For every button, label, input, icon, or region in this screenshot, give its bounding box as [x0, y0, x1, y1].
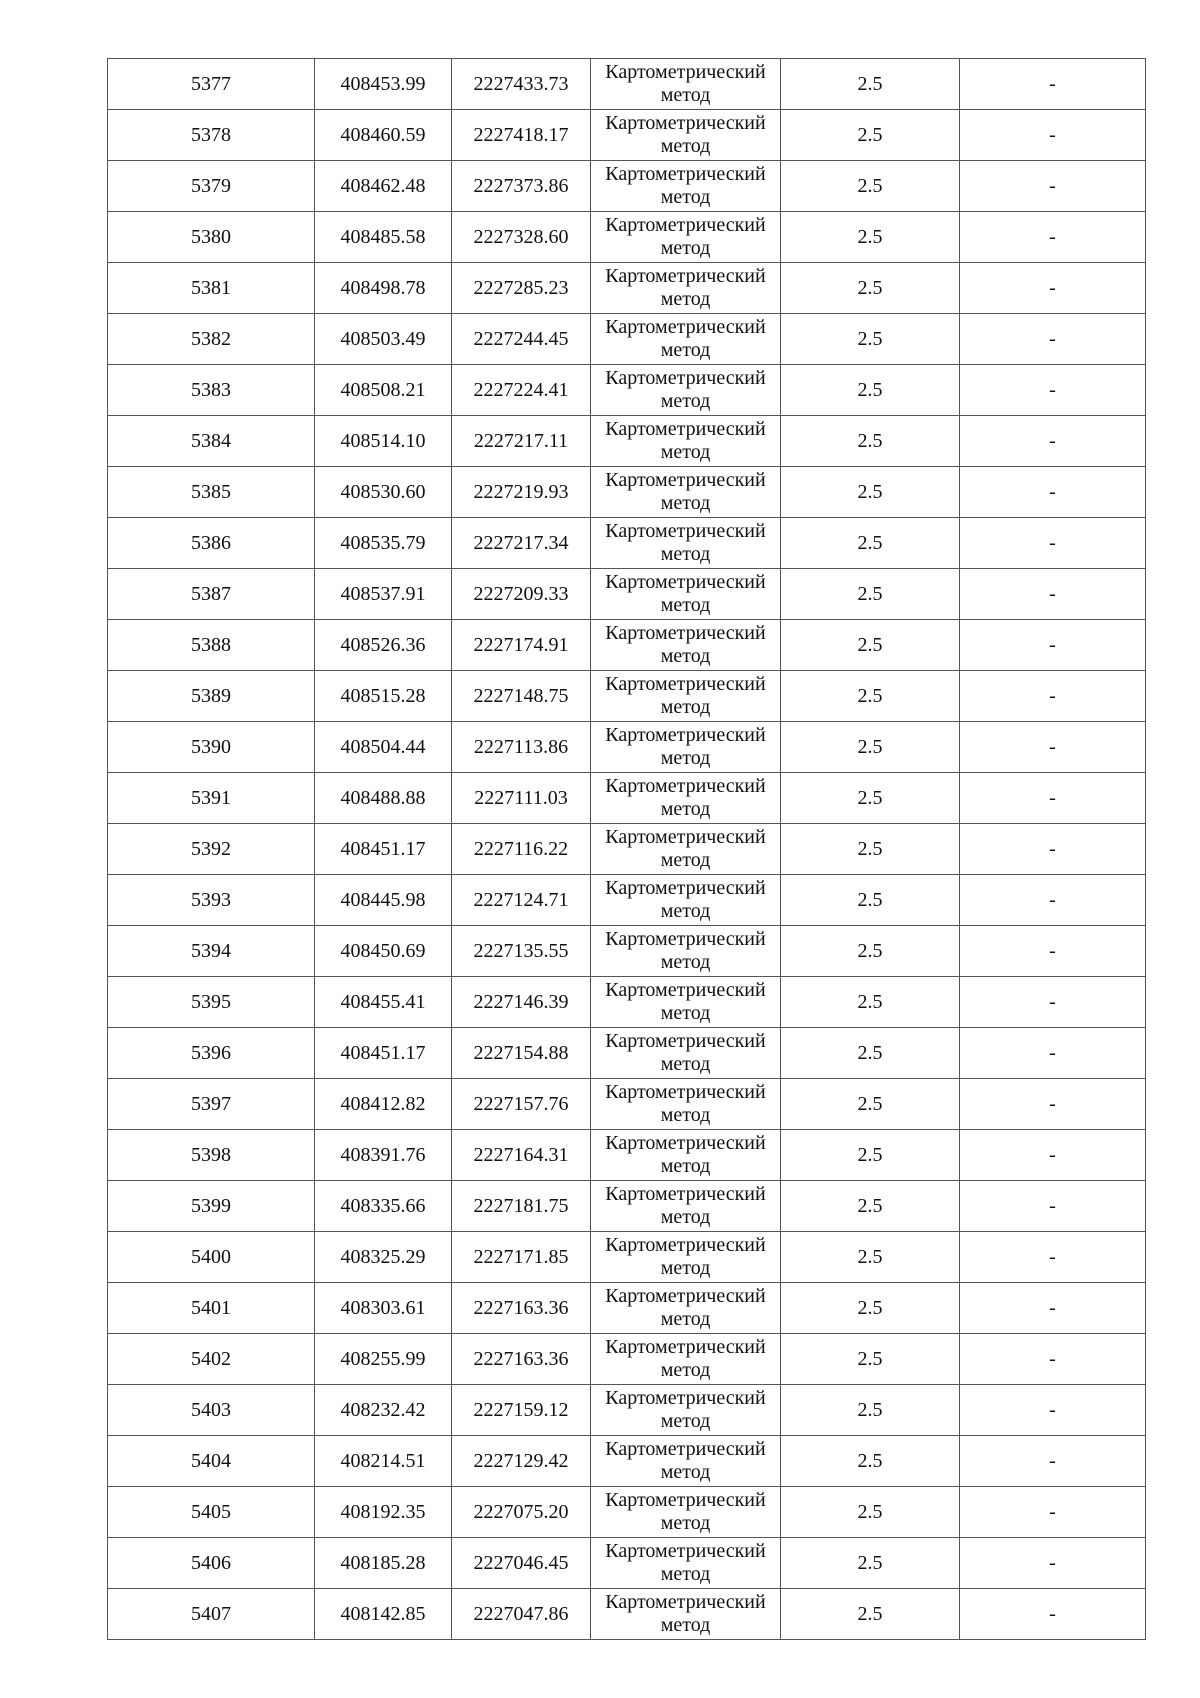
y-coordinate-cell: 2227047.86 [452, 1589, 591, 1640]
x-coordinate-cell: 408192.35 [315, 1487, 452, 1538]
y-coordinate-cell: 2227113.86 [452, 722, 591, 773]
accuracy-cell: 2.5 [781, 671, 960, 722]
method-line-1: Картометрический [605, 1591, 766, 1613]
accuracy-cell: 2.5 [781, 722, 960, 773]
note-cell: - [960, 569, 1146, 620]
method-cell [591, 1385, 781, 1436]
method-line-2: метод [660, 1614, 711, 1636]
method-cell [591, 569, 781, 620]
note-cell: - [960, 1487, 1146, 1538]
accuracy-cell: 2.5 [781, 1334, 960, 1385]
method-line-2: метод [660, 135, 711, 157]
accuracy-cell: 2.5 [781, 1079, 960, 1130]
point-number-cell: 5380 [108, 212, 315, 263]
table-row [108, 161, 1146, 212]
y-coordinate-cell: 2227124.71 [452, 875, 591, 926]
method-line-2: метод [660, 951, 711, 973]
point-number-cell: 5378 [108, 110, 315, 161]
table-row [108, 1232, 1146, 1283]
method-line-1: Картометрический [605, 1183, 766, 1205]
method-line-1: Картометрический [605, 1336, 766, 1358]
method-line-1: Картометрический [605, 877, 766, 899]
point-number-cell: 5389 [108, 671, 315, 722]
method-cell [591, 722, 781, 773]
accuracy-cell: 2.5 [781, 1283, 960, 1334]
table-row [108, 671, 1146, 722]
y-coordinate-cell: 2227164.31 [452, 1130, 591, 1181]
method-line-1: Картометрический [605, 826, 766, 848]
method-line-2: метод [660, 696, 711, 718]
method-cell [591, 1232, 781, 1283]
note-cell: - [960, 1385, 1146, 1436]
x-coordinate-cell: 408232.42 [315, 1385, 452, 1436]
x-coordinate-cell: 408412.82 [315, 1079, 452, 1130]
x-coordinate-cell: 408526.36 [315, 620, 452, 671]
x-coordinate-cell: 408498.78 [315, 263, 452, 314]
y-coordinate-cell: 2227075.20 [452, 1487, 591, 1538]
x-coordinate-cell: 408515.28 [315, 671, 452, 722]
y-coordinate-cell: 2227146.39 [452, 977, 591, 1028]
y-coordinate-cell: 2227174.91 [452, 620, 591, 671]
point-number-cell: 5395 [108, 977, 315, 1028]
x-coordinate-cell: 408391.76 [315, 1130, 452, 1181]
method-cell [591, 1334, 781, 1385]
method-line-1: Картометрический [605, 316, 766, 338]
note-cell: - [960, 110, 1146, 161]
method-cell [591, 365, 781, 416]
accuracy-cell: 2.5 [781, 263, 960, 314]
method-line-1: Картометрический [605, 163, 766, 185]
accuracy-cell: 2.5 [781, 416, 960, 467]
table-row [108, 926, 1146, 977]
table-row [108, 875, 1146, 926]
table-row [108, 773, 1146, 824]
note-cell: - [960, 671, 1146, 722]
method-line-2: метод [660, 1512, 711, 1534]
x-coordinate-cell: 408485.58 [315, 212, 452, 263]
method-line-1: Картометрический [605, 112, 766, 134]
accuracy-cell: 2.5 [781, 314, 960, 365]
point-number-cell: 5381 [108, 263, 315, 314]
method-line-2: метод [660, 798, 711, 820]
point-number-cell: 5390 [108, 722, 315, 773]
x-coordinate-cell: 408530.60 [315, 467, 452, 518]
note-cell: - [960, 1130, 1146, 1181]
x-coordinate-cell: 408453.99 [315, 59, 452, 110]
y-coordinate-cell: 2227433.73 [452, 59, 591, 110]
note-cell: - [960, 926, 1146, 977]
point-number-cell: 5406 [108, 1538, 315, 1589]
method-line-2: метод [660, 492, 711, 514]
note-cell: - [960, 365, 1146, 416]
method-line-2: метод [660, 339, 711, 361]
x-coordinate-cell: 408504.44 [315, 722, 452, 773]
y-coordinate-cell: 2227163.36 [452, 1334, 591, 1385]
x-coordinate-cell: 408488.88 [315, 773, 452, 824]
note-cell: - [960, 620, 1146, 671]
point-number-cell: 5377 [108, 59, 315, 110]
accuracy-cell: 2.5 [781, 569, 960, 620]
method-cell [591, 977, 781, 1028]
method-line-1: Картометрический [605, 1387, 766, 1409]
table-row [108, 314, 1146, 365]
point-number-cell: 5401 [108, 1283, 315, 1334]
note-cell: - [960, 59, 1146, 110]
point-number-cell: 5396 [108, 1028, 315, 1079]
y-coordinate-cell: 2227217.11 [452, 416, 591, 467]
y-coordinate-cell: 2227163.36 [452, 1283, 591, 1334]
point-number-cell: 5404 [108, 1436, 315, 1487]
point-number-cell: 5387 [108, 569, 315, 620]
method-cell [591, 59, 781, 110]
x-coordinate-cell: 408185.28 [315, 1538, 452, 1589]
point-number-cell: 5402 [108, 1334, 315, 1385]
note-cell: - [960, 773, 1146, 824]
method-line-1: Картометрический [605, 1132, 766, 1154]
point-number-cell: 5386 [108, 518, 315, 569]
method-line-1: Картометрический [605, 571, 766, 593]
table-row [108, 518, 1146, 569]
method-line-1: Картометрический [605, 61, 766, 83]
table-row [108, 1079, 1146, 1130]
table-row [108, 1487, 1146, 1538]
table-body [108, 59, 1146, 1640]
x-coordinate-cell: 408142.85 [315, 1589, 452, 1640]
accuracy-cell: 2.5 [781, 1130, 960, 1181]
note-cell: - [960, 1334, 1146, 1385]
method-cell [591, 161, 781, 212]
note-cell: - [960, 1181, 1146, 1232]
accuracy-cell: 2.5 [781, 518, 960, 569]
point-number-cell: 5400 [108, 1232, 315, 1283]
method-line-1: Картометрический [605, 1285, 766, 1307]
method-line-2: метод [660, 747, 711, 769]
y-coordinate-cell: 2227217.34 [452, 518, 591, 569]
method-cell [591, 1487, 781, 1538]
note-cell: - [960, 1028, 1146, 1079]
y-coordinate-cell: 2227148.75 [452, 671, 591, 722]
method-cell [591, 1436, 781, 1487]
method-line-2: метод [660, 594, 711, 616]
table-row [108, 416, 1146, 467]
point-number-cell: 5391 [108, 773, 315, 824]
x-coordinate-cell: 408451.17 [315, 1028, 452, 1079]
method-line-2: метод [660, 84, 711, 106]
method-cell [591, 773, 781, 824]
method-cell [591, 518, 781, 569]
x-coordinate-cell: 408514.10 [315, 416, 452, 467]
y-coordinate-cell: 2227129.42 [452, 1436, 591, 1487]
point-number-cell: 5393 [108, 875, 315, 926]
accuracy-cell: 2.5 [781, 977, 960, 1028]
method-line-1: Картометрический [605, 469, 766, 491]
accuracy-cell: 2.5 [781, 110, 960, 161]
note-cell: - [960, 314, 1146, 365]
method-cell [591, 212, 781, 263]
note-cell: - [960, 1589, 1146, 1640]
method-line-2: метод [660, 543, 711, 565]
accuracy-cell: 2.5 [781, 1487, 960, 1538]
x-coordinate-cell: 408214.51 [315, 1436, 452, 1487]
note-cell: - [960, 518, 1146, 569]
method-line-1: Картометрический [605, 1489, 766, 1511]
table-row [108, 977, 1146, 1028]
method-line-1: Картометрический [605, 622, 766, 644]
table-row [108, 365, 1146, 416]
table-row [108, 263, 1146, 314]
point-number-cell: 5399 [108, 1181, 315, 1232]
y-coordinate-cell: 2227328.60 [452, 212, 591, 263]
x-coordinate-cell: 408537.91 [315, 569, 452, 620]
point-number-cell: 5398 [108, 1130, 315, 1181]
accuracy-cell: 2.5 [781, 1589, 960, 1640]
note-cell: - [960, 1283, 1146, 1334]
point-number-cell: 5392 [108, 824, 315, 875]
accuracy-cell: 2.5 [781, 1232, 960, 1283]
y-coordinate-cell: 2227159.12 [452, 1385, 591, 1436]
accuracy-cell: 2.5 [781, 1181, 960, 1232]
accuracy-cell: 2.5 [781, 161, 960, 212]
accuracy-cell: 2.5 [781, 773, 960, 824]
method-cell [591, 620, 781, 671]
method-line-1: Картометрический [605, 673, 766, 695]
y-coordinate-cell: 2227046.45 [452, 1538, 591, 1589]
method-line-1: Картометрический [605, 418, 766, 440]
y-coordinate-cell: 2227116.22 [452, 824, 591, 875]
method-cell [591, 1028, 781, 1079]
method-line-2: метод [660, 1410, 711, 1432]
method-line-2: метод [660, 1002, 711, 1024]
x-coordinate-cell: 408445.98 [315, 875, 452, 926]
method-line-1: Картометрический [605, 367, 766, 389]
accuracy-cell: 2.5 [781, 467, 960, 518]
table-row [108, 1130, 1146, 1181]
x-coordinate-cell: 408508.21 [315, 365, 452, 416]
y-coordinate-cell: 2227373.86 [452, 161, 591, 212]
method-line-2: метод [660, 1359, 711, 1381]
y-coordinate-cell: 2227157.76 [452, 1079, 591, 1130]
method-line-1: Картометрический [605, 979, 766, 1001]
y-coordinate-cell: 2227209.33 [452, 569, 591, 620]
y-coordinate-cell: 2227154.88 [452, 1028, 591, 1079]
method-line-2: метод [660, 1461, 711, 1483]
accuracy-cell: 2.5 [781, 1436, 960, 1487]
accuracy-cell: 2.5 [781, 926, 960, 977]
x-coordinate-cell: 408255.99 [315, 1334, 452, 1385]
method-cell [591, 875, 781, 926]
point-number-cell: 5382 [108, 314, 315, 365]
y-coordinate-cell: 2227111.03 [452, 773, 591, 824]
note-cell: - [960, 1436, 1146, 1487]
point-number-cell: 5403 [108, 1385, 315, 1436]
x-coordinate-cell: 408462.48 [315, 161, 452, 212]
x-coordinate-cell: 408325.29 [315, 1232, 452, 1283]
method-line-1: Картометрический [605, 724, 766, 746]
method-line-1: Картометрический [605, 1030, 766, 1052]
note-cell: - [960, 977, 1146, 1028]
method-line-2: метод [660, 849, 711, 871]
accuracy-cell: 2.5 [781, 59, 960, 110]
method-cell [591, 824, 781, 875]
method-line-1: Картометрический [605, 1234, 766, 1256]
point-number-cell: 5379 [108, 161, 315, 212]
method-cell [591, 416, 781, 467]
method-cell [591, 671, 781, 722]
point-number-cell: 5384 [108, 416, 315, 467]
method-line-1: Картометрический [605, 214, 766, 236]
method-line-2: метод [660, 1257, 711, 1279]
y-coordinate-cell: 2227171.85 [452, 1232, 591, 1283]
accuracy-cell: 2.5 [781, 1538, 960, 1589]
table-row [108, 722, 1146, 773]
y-coordinate-cell: 2227135.55 [452, 926, 591, 977]
method-line-2: метод [660, 900, 711, 922]
note-cell: - [960, 1538, 1146, 1589]
accuracy-cell: 2.5 [781, 212, 960, 263]
table-row [108, 1181, 1146, 1232]
accuracy-cell: 2.5 [781, 365, 960, 416]
table-row [108, 110, 1146, 161]
table-row [108, 1028, 1146, 1079]
x-coordinate-cell: 408450.69 [315, 926, 452, 977]
method-line-1: Картометрический [605, 265, 766, 287]
y-coordinate-cell: 2227285.23 [452, 263, 591, 314]
method-cell [591, 1589, 781, 1640]
method-line-2: метод [660, 645, 711, 667]
point-number-cell: 5388 [108, 620, 315, 671]
method-line-1: Картометрический [605, 1540, 766, 1562]
x-coordinate-cell: 408460.59 [315, 110, 452, 161]
method-line-2: метод [660, 237, 711, 259]
table-row [108, 1385, 1146, 1436]
method-line-2: метод [660, 1308, 711, 1330]
y-coordinate-cell: 2227244.45 [452, 314, 591, 365]
coordinates-table [107, 58, 1146, 1640]
accuracy-cell: 2.5 [781, 1385, 960, 1436]
method-cell [591, 926, 781, 977]
x-coordinate-cell: 408455.41 [315, 977, 452, 1028]
table-row [108, 824, 1146, 875]
note-cell: - [960, 824, 1146, 875]
method-line-2: метод [660, 1155, 711, 1177]
note-cell: - [960, 875, 1146, 926]
method-cell [591, 1283, 781, 1334]
point-number-cell: 5385 [108, 467, 315, 518]
point-number-cell: 5394 [108, 926, 315, 977]
note-cell: - [960, 722, 1146, 773]
method-cell [591, 1079, 781, 1130]
note-cell: - [960, 263, 1146, 314]
method-line-1: Картометрический [605, 928, 766, 950]
method-line-2: метод [660, 390, 711, 412]
x-coordinate-cell: 408451.17 [315, 824, 452, 875]
method-cell [591, 1538, 781, 1589]
method-line-2: метод [660, 1104, 711, 1126]
x-coordinate-cell: 408503.49 [315, 314, 452, 365]
method-line-1: Картометрический [605, 775, 766, 797]
y-coordinate-cell: 2227224.41 [452, 365, 591, 416]
table-row [108, 212, 1146, 263]
method-line-2: метод [660, 1563, 711, 1585]
method-line-2: метод [660, 441, 711, 463]
note-cell: - [960, 416, 1146, 467]
method-line-2: метод [660, 1053, 711, 1075]
method-cell [591, 314, 781, 365]
accuracy-cell: 2.5 [781, 1028, 960, 1079]
y-coordinate-cell: 2227181.75 [452, 1181, 591, 1232]
table-row [108, 1436, 1146, 1487]
note-cell: - [960, 212, 1146, 263]
y-coordinate-cell: 2227219.93 [452, 467, 591, 518]
method-cell [591, 263, 781, 314]
table-row [108, 620, 1146, 671]
accuracy-cell: 2.5 [781, 875, 960, 926]
x-coordinate-cell: 408303.61 [315, 1283, 452, 1334]
table-row [108, 1283, 1146, 1334]
method-line-2: метод [660, 1206, 711, 1228]
method-cell [591, 1181, 781, 1232]
note-cell: - [960, 161, 1146, 212]
method-line-1: Картометрический [605, 1081, 766, 1103]
method-cell [591, 467, 781, 518]
method-line-2: метод [660, 288, 711, 310]
table-row [108, 1334, 1146, 1385]
point-number-cell: 5405 [108, 1487, 315, 1538]
method-line-2: метод [660, 186, 711, 208]
table-row [108, 467, 1146, 518]
method-cell [591, 110, 781, 161]
x-coordinate-cell: 408335.66 [315, 1181, 452, 1232]
method-line-1: Картометрический [605, 520, 766, 542]
note-cell: - [960, 1232, 1146, 1283]
point-number-cell: 5383 [108, 365, 315, 416]
table-row [108, 1538, 1146, 1589]
point-number-cell: 5397 [108, 1079, 315, 1130]
table-row [108, 59, 1146, 110]
note-cell: - [960, 467, 1146, 518]
x-coordinate-cell: 408535.79 [315, 518, 452, 569]
y-coordinate-cell: 2227418.17 [452, 110, 591, 161]
note-cell: - [960, 1079, 1146, 1130]
table-row [108, 569, 1146, 620]
accuracy-cell: 2.5 [781, 824, 960, 875]
method-line-1: Картометрический [605, 1438, 766, 1460]
accuracy-cell: 2.5 [781, 620, 960, 671]
point-number-cell: 5407 [108, 1589, 315, 1640]
method-cell [591, 1130, 781, 1181]
table-row [108, 1589, 1146, 1640]
